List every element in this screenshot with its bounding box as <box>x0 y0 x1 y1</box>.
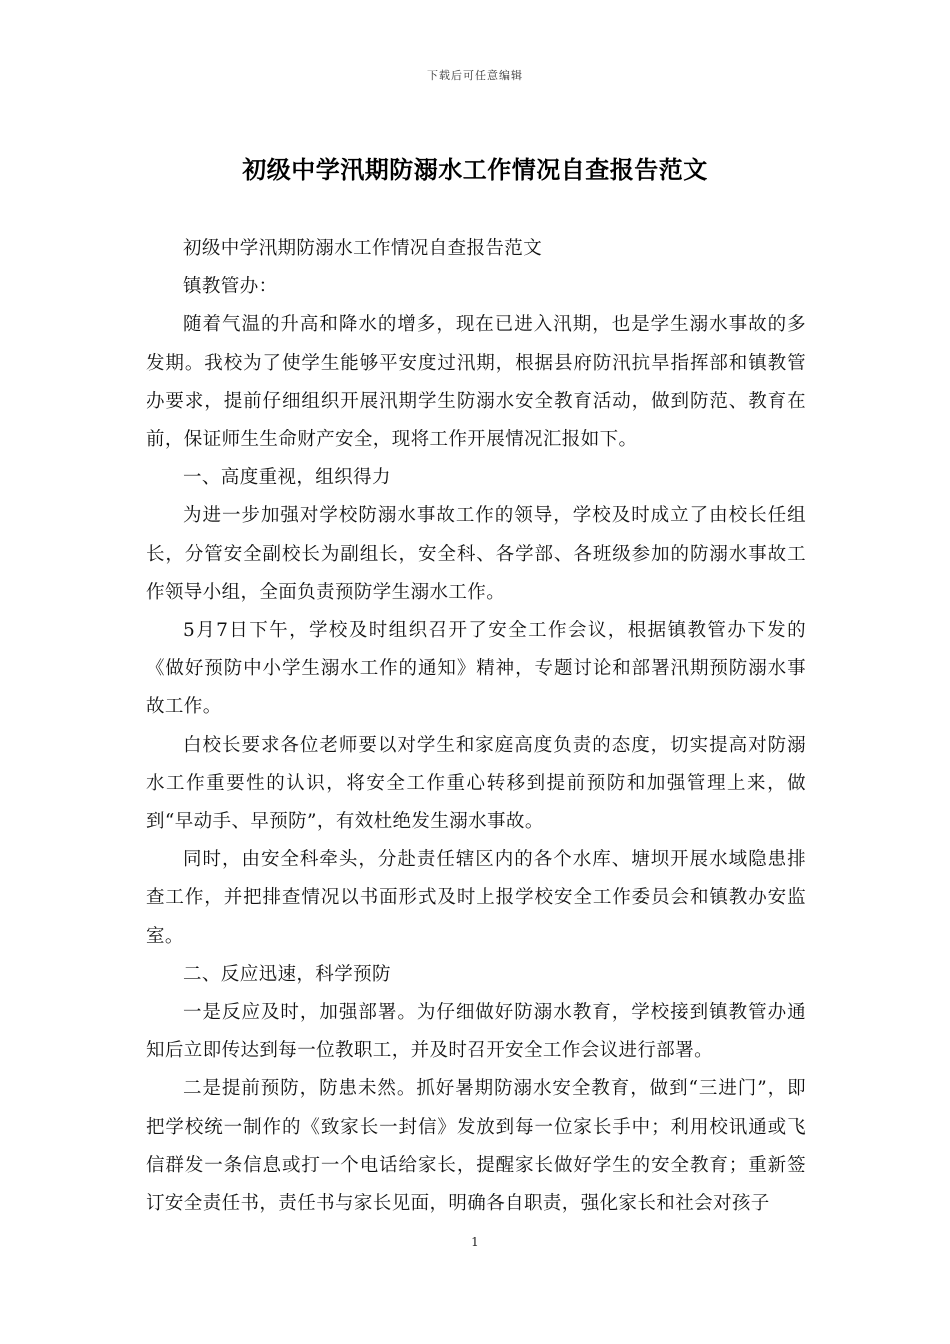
document-body <box>146 230 806 1223</box>
document-title: 初级中学汛期防溺水工作情况自查报告范文 <box>242 156 708 184</box>
salutation: 镇教管办： <box>183 276 278 298</box>
body-paragraph: 随着气温的升高和降水的增多，现在已进入汛期，也是学生溺水事故的多发期。我校为了使学生能够平安度过汛期，根据县府防汛抗旱指挥部和镇教管办要求，提前仔细组织开展汛期学生防溺水安全教育活动，做到防范、教育在前，保证师生生命财产安全，现将工作开展情况汇报如下。 <box>146 314 806 451</box>
header-note: 下载后可任意编辑 <box>427 69 523 82</box>
body-paragraph: 二是提前预防，防患未然。抓好暑期防溺水安全教育，做到“三进门”，即把学校统一制作的《致家长一封信》发放到每一位家长手中；利用校讯通或飞信群发一条信息或打一个电话给家长，提醒家长做好学生的安全教育；重新签订安全责任书，责任书与家长见面，明确各自职责，强化家长和社会对孩子 <box>146 1078 806 1215</box>
body-paragraph: 一是反应及时，加强部署。为仔细做好防溺水教育，学校接到镇教管办通知后立即传达到每一位教职工，并及时召开安全工作会议进行部署。 <box>146 1002 806 1062</box>
section-heading: 一、高度重视，组织得力 <box>183 467 391 489</box>
body-paragraph: 5月7日下午，学校及时组织召开了安全工作会议，根据镇教管办下发的《做好预防中小学生溺水工作的通知》精神，专题讨论和部署汛期预防溺水事故工作。 <box>146 620 806 718</box>
body-paragraph: 白校长要求各位老师要以对学生和家庭高度负责的态度，切实提高对防溺水工作重要性的认识，将安全工作重心转移到提前预防和加强管理上来，做到“早动手、早预防”，有效杜绝发生溺水事故。 <box>146 734 806 833</box>
body-subtitle: 初级中学汛期防溺水工作情况自查报告范文 <box>183 238 543 259</box>
body-paragraph: 同时，由安全科牵头，分赴责任辖区内的各个水库、塘坝开展水域隐患排查工作，并把排查情况以书面形式及时上报学校安全工作委员会和镇教办安监室。 <box>146 849 806 947</box>
section-heading: 二、反应迅速，科学预防 <box>183 963 391 985</box>
body-paragraph: 为进一步加强对学校防溺水事故工作的领导，学校及时成立了由校长任组长，分管安全副校长为副组长，安全科、各学部、各班级参加的防溺水事故工作领导小组，全面负责预防学生溺水工作。 <box>146 505 806 603</box>
page-number: 1 <box>471 1235 479 1249</box>
